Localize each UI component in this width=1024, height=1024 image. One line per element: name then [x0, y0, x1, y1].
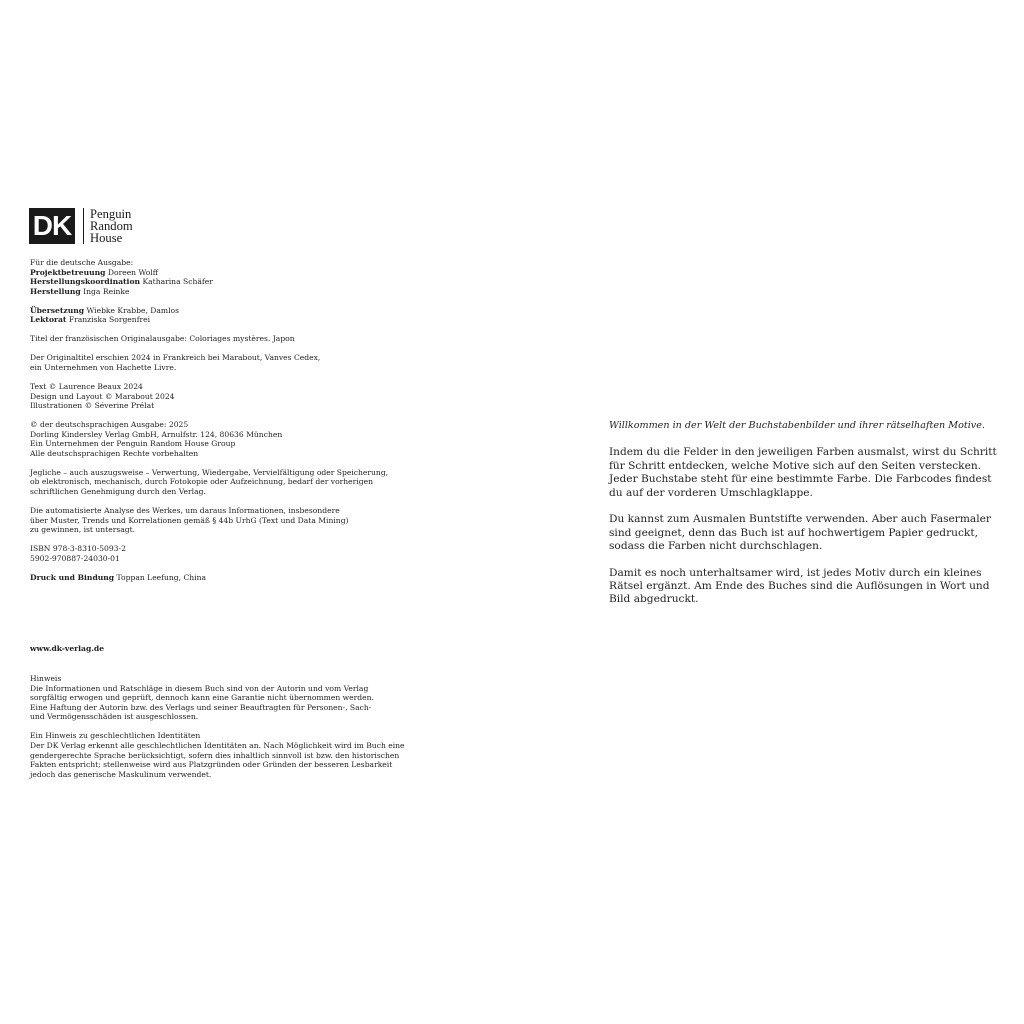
intro-paragraph-1: [609, 446, 997, 500]
text-line: Der DK Verlag erkennt alle geschlechtlichen Identitäten an. Nach Möglichkeit wird im Buch eine: [30, 740, 405, 750]
credit-name: Franziska Sorgenfrei: [68, 315, 151, 325]
german-copyright: [30, 420, 400, 458]
isbn-block: [30, 544, 400, 563]
rights-notice: [30, 468, 400, 497]
text-line: © der deutschsprachigen Ausgabe: 2025: [30, 420, 189, 430]
intro-paragraph-2: [609, 513, 991, 553]
credit-name: Toppan Leefung, China: [116, 572, 207, 582]
product-code: 5902-970887-24030-01: [30, 553, 120, 563]
credit-role: Herstellung: [30, 286, 81, 296]
gender-identity-notice: [30, 731, 410, 779]
text-line: sodass die Farben nicht durchschlagen.: [609, 540, 823, 553]
intro-paragraph-3: [609, 566, 990, 607]
original-publication: [30, 353, 400, 372]
text-line: sorgfältig erwogen und geprüft, dennoch kann eine Garantie nicht übernommen werden.: [30, 693, 374, 703]
german-edition-credits: [30, 258, 400, 296]
text-line: Design und Layout © Marabout 2024: [30, 391, 175, 401]
dk-prh-logo: [29, 208, 133, 244]
original-title: [30, 334, 400, 344]
intro-text: [609, 419, 997, 620]
notice-title: Ein Hinweis zu geschlechtlichen Identitäten: [30, 731, 201, 741]
text-line: Bild abgedruckt.: [609, 593, 699, 606]
text-line: Indem du die Felder in den jeweiligen Farben ausmalst, wirst du Schritt: [609, 446, 997, 459]
text-line: Damit es noch unterhaltsamer wird, ist jedes Motiv durch ein kleines: [609, 566, 982, 579]
credit-line: [30, 287, 400, 297]
text-line: Dorling Kindersley Verlag GmbH, Arnulfstr. 124, 80636 München: [30, 429, 283, 439]
text-line: zu gewinnen, ist untersagt.: [30, 525, 136, 535]
website-url: www.dk-verlag.de: [30, 644, 105, 653]
printing-credit: [30, 573, 400, 583]
prh-line-1: Penguin: [90, 207, 132, 221]
dk-logo-mark: DK: [29, 208, 75, 244]
welcome-line: Willkommen in der Welt der Buchstabenbilder und ihrer rätselhaften Motive.: [609, 420, 985, 431]
text-line: Die automatisierte Analyse des Werkes, um daraus Informationen, insbesondere: [30, 506, 340, 516]
text-line: jedoch das generische Maskulinum verwendet.: [30, 769, 212, 779]
text-line: und Vermögensschäden ist ausgeschlossen.: [30, 712, 199, 722]
prh-line-3: House: [90, 230, 123, 245]
credit-line: [30, 277, 400, 287]
text-line: Fakten entspricht; stellenweise wird aus Platzgründen oder Gründen der besseren Lesbarkeit: [30, 760, 393, 770]
credit-name: Katharina Schäfer: [142, 277, 213, 287]
notices-block: [30, 674, 410, 779]
copyright-notices: [30, 382, 400, 411]
text-line: du auf der vorderen Umschlagklappe.: [609, 486, 813, 499]
text-line: gendergerechte Sprache berücksichtigt, sofern dies inhaltlich sinnvoll ist bzw. den historischen: [30, 750, 400, 760]
text-line: ob elektronisch, mechanisch, durch Fotokopie oder Aufzeichnung, bedarf der vorherigen: [30, 477, 373, 487]
text-data-mining-notice: [30, 506, 400, 535]
text-line: Jegliche – auch auszugsweise – Verwertung, Wiedergabe, Vervielfältigung oder Speicherung,: [30, 467, 389, 477]
credit-name: Inga Reinke: [83, 286, 130, 296]
credit-role: Projektbetreuung: [30, 267, 106, 277]
text-line: Du kannst zum Ausmalen Buntstifte verwenden. Aber auch Fasermaler: [609, 513, 991, 526]
notice-title: Hinweis: [30, 674, 62, 683]
text-line: Text © Laurence Beaux 2024: [30, 381, 143, 391]
german-edition-label: Für die deutsche Ausgabe:: [30, 258, 134, 267]
liability-notice: [30, 674, 410, 722]
credit-name: Wiebke Krabbe, Damlos: [86, 305, 180, 315]
imprint-block: [30, 258, 400, 592]
credit-name: Doreen Wolff: [107, 267, 159, 277]
prh-line-2: Random: [90, 218, 133, 233]
text-line: Jeder Buchstabe steht für eine bestimmte Farbe. Die Farbcodes findest: [609, 473, 992, 486]
text-line: ein Unternehmen von Hachette Livre.: [30, 362, 177, 372]
text-line: Die Informationen und Ratschläge in diesem Buch sind von der Autorin und vom Verlag: [30, 683, 369, 693]
text-line: über Muster, Trends und Korrelationen gemäß § 44b UrhG (Text und Data Mining): [30, 515, 349, 525]
translation-credits: [30, 306, 400, 325]
penguin-random-house-wordmark: [90, 208, 133, 244]
text-line: schriftlichen Genehmigung durch den Verlag.: [30, 487, 206, 497]
text-line: sind geeignet, denn das Buch ist auf hochwertigem Papier gedruckt,: [609, 526, 978, 539]
credit-role: Übersetzung: [30, 305, 85, 315]
text-line: Illustrationen © Séverine Prélat: [30, 401, 155, 411]
text-line: für Schritt entdecken, welche Motive sich auf den Seiten verstecken.: [609, 459, 982, 472]
credit-role: Druck und Bindung: [30, 572, 115, 582]
text-line: Rätsel ergänzt. Am Ende des Buches sind die Auflösungen in Wort und: [609, 580, 990, 593]
text-line: Der Originaltitel erschien 2024 in Frankreich bei Marabout, Vanves Cedex,: [30, 353, 321, 363]
text-line: Eine Haftung der Autorin bzw. des Verlags und seiner Beauftragten für Personen-, Sach-: [30, 702, 372, 712]
logo-divider: [83, 208, 84, 244]
original-title-line: Titel der französischen Originalausgabe: Coloriages mystères. Japon: [30, 334, 295, 344]
credit-line: [30, 306, 400, 316]
credit-role: Lektorat: [30, 315, 67, 325]
text-line: Ein Unternehmen der Penguin Random House Group: [30, 439, 236, 449]
credit-line: [30, 315, 400, 325]
credit-line: [30, 573, 400, 583]
isbn: ISBN 978-3-8310-5093-2: [30, 544, 126, 554]
text-line: Alle deutschsprachigen Rechte vorbehalten: [30, 448, 199, 458]
credit-role: Herstellungskoordination: [30, 277, 141, 287]
credit-line: [30, 268, 400, 278]
